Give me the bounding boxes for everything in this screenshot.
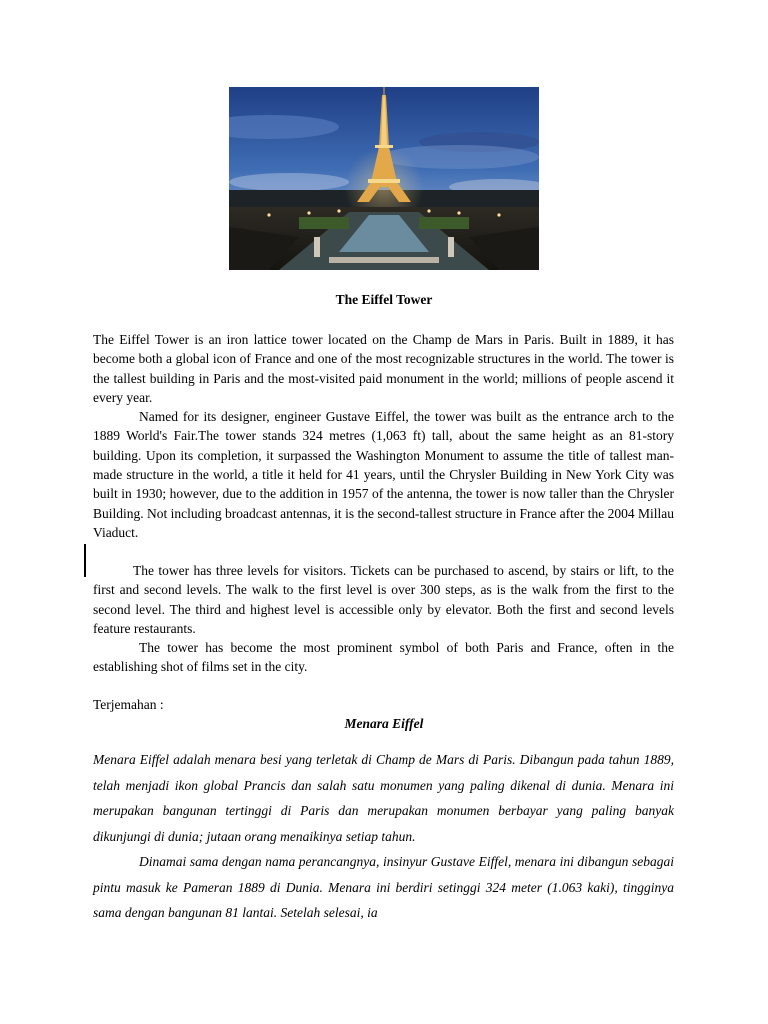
translation-title: Menara Eiffel bbox=[344, 716, 424, 731]
text-cursor bbox=[84, 544, 86, 577]
english-text-block-1 bbox=[93, 330, 674, 542]
paragraph-id-2: Dinamai sama dengan nama perancangnya, insinyur Gustave Eiffel, menara ini dibangun sebagai pintu masuk ke Pameran 1889 di Dunia. Menara ini berdiri setinggi 324 meter (1.063 kaki), tingginya sama dengan bangunan 81 lantai. Setelah selesai, ia bbox=[93, 854, 674, 920]
paragraph-en-4: The tower has become the most prominent symbol of both Paris and France, often in the establishing shot of films set in the city. bbox=[93, 640, 674, 675]
eiffel-tower-photo bbox=[229, 87, 539, 270]
paragraph-en-1: The Eiffel Tower is an iron lattice tower located on the Champ de Mars in Paris. Built in 1889, it has become both a global icon of France and one of the most recognizable structures in the world. The tower is the tallest building in Paris and the most-visited paid monument in the world; millions of people ascend it every year. bbox=[93, 332, 674, 405]
document-title: The Eiffel Tower bbox=[335, 292, 433, 307]
paragraph-en-3: The tower has three levels for visitors. Tickets can be purchased to ascend, by stairs or lift, to the first and second levels. The walk to the first level is over 300 steps, as is the walk from the first to the second level. The third and highest level is accessible only by elevator. Both the first and second levels feature restaurants. bbox=[93, 563, 674, 636]
english-text-block-2 bbox=[93, 561, 674, 677]
paragraph-en-2: Named for its designer, engineer Gustave Eiffel, the tower was built as the entrance arch to the 1889 World's Fair.The tower stands 324 metres (1,063 ft) tall, about the same height as an 81-story building. Upon its completion, it surpassed the Washington Monument to assume the title of tallest man-made structure in the world, a title it held for 41 years, until the Chrysler Building in New York City was built in 1930; however, due to the addition in 1957 of the antenna, the tower is now taller than the Chrysler Building. Not including broadcast antennas, it is the second-tallest structure in France after the 2004 Millau Viaduct. bbox=[93, 409, 674, 540]
translation-label: Terjemahan : bbox=[93, 697, 164, 712]
paragraph-id-1: Menara Eiffel adalah menara besi yang terletak di Champ de Mars di Paris. Dibangun pada tahun 1889, telah menjadi ikon global Prancis dan salah satu monumen yang paling dikenal di dunia. Menara ini merupakan bangunan tertinggi di Paris dan merupakan monumen berbayar yang paling banyak dikunjungi di dunia; jutaan orang menaikinya setiap tahun. bbox=[93, 752, 674, 844]
translation-text-block bbox=[93, 747, 674, 926]
